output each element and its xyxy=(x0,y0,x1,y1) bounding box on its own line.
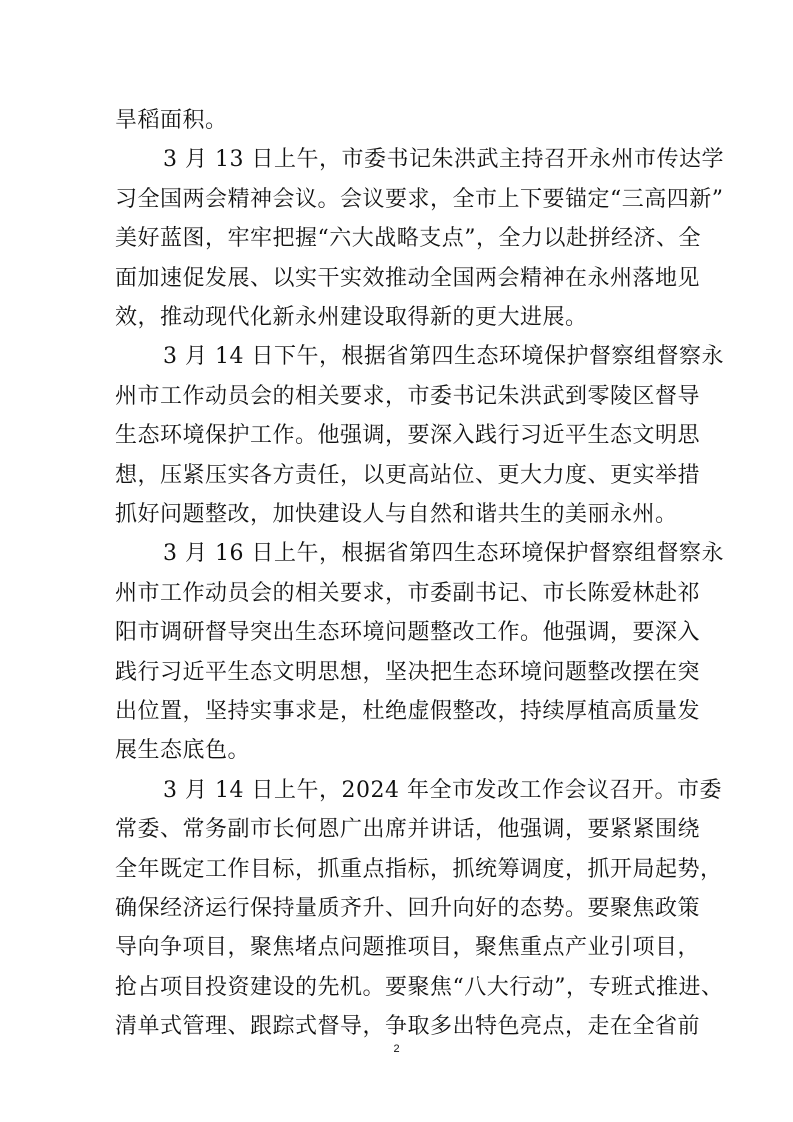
text-line: 州市工作动员会的相关要求，市委副书记、市长陈爱林赴祁 xyxy=(115,581,701,606)
text-line: 3 月 13 日上午，市委书记朱洪武主持召开永州市传达学 xyxy=(163,147,724,172)
text-line: 旱稻面积。 xyxy=(115,108,228,133)
text-line: 全年既定工作目标，抓重点指标，抓统筹调度，抓开局起势， xyxy=(115,857,723,882)
text-line: 州市工作动员会的相关要求，市委书记朱洪武到零陵区督导 xyxy=(115,384,701,409)
text-line: 抓好问题整改，加快建设人与自然和谐共生的美丽永州。 xyxy=(115,502,678,527)
text-line: 常委、常务副市长何恩广出席并讲话，他强调，要紧紧围绕 xyxy=(115,817,701,842)
text-line: 确保经济运行保持量质齐升、回升向好的态势。要聚焦政策 xyxy=(115,896,701,921)
text-line: 抢占项目投资建设的先机。要聚焦“八大行动”，专班式推进、 xyxy=(115,975,724,1000)
text-line: 导向争项目，聚焦堵点问题推项目，聚焦重点产业引项目， xyxy=(115,935,701,960)
text-line: 展生态底色。 xyxy=(115,738,251,763)
text-line: 出位置，坚持实事求是，杜绝虚假整改，持续厚植高质量发 xyxy=(115,699,701,724)
text-line: 习全国两会精神会议。会议要求，全市上下要锚定“三高四新” xyxy=(115,187,724,212)
text-line: 践行习近平生态文明思想，坚决把生态环境问题整改摆在突 xyxy=(115,660,701,685)
text-line: 3 月 14 日上午，2024 年全市发改工作会议召开。市委 xyxy=(163,778,722,803)
text-line: 3 月 14 日下午，根据省第四生态环境保护督察组督察永 xyxy=(163,344,724,369)
page-number: 2 xyxy=(393,1043,400,1055)
text-line: 3 月 16 日上午，根据省第四生态环境保护督察组督察永 xyxy=(163,541,724,566)
text-line: 阳市调研督导突出生态环境问题整改工作。他强调，要深入 xyxy=(115,620,701,645)
text-line: 想，压紧压实各方责任，以更高站位、更大力度、更实举措 xyxy=(115,463,701,488)
text-line: 效，推动现代化新永州建设取得新的更大进展。 xyxy=(115,305,588,330)
text-line: 美好蓝图，牢牢把握“六大战略支点”，全力以赴拼经济、全 xyxy=(115,226,701,251)
text-line: 清单式管理、跟踪式督导，争取多出特色亮点，走在全省前 xyxy=(115,1014,701,1039)
text-line: 面加速促发展、以实干实效推动全国两会精神在永州落地见 xyxy=(115,266,701,291)
text-line: 生态环境保护工作。他强调，要深入践行习近平生态文明思 xyxy=(115,423,701,448)
